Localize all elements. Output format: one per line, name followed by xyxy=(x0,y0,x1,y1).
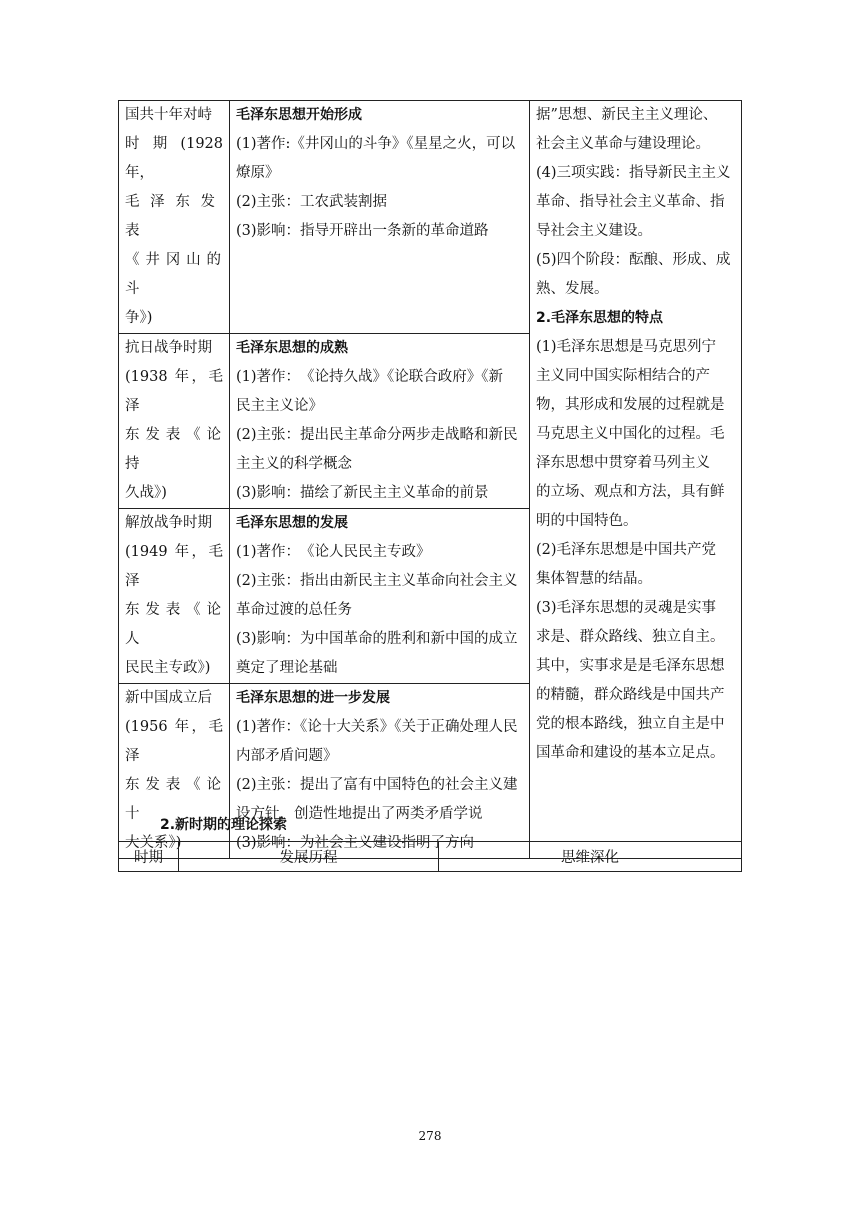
period-cell: 新中国成立后 (1956 年，毛泽 东发表《论十 大关系》) xyxy=(119,684,230,859)
column-header-deepening: 思维深化 xyxy=(439,842,742,872)
table-row xyxy=(119,101,742,334)
stage-cell: 毛泽东思想开始形成 (1)著作:《井冈山的斗争》《星星之火，可以 燎原》 (2)主张：工农武装割据 (3)影响：指导开辟出一条新的革命道路 xyxy=(230,101,530,334)
period-cell: 国共十年对峙 时期(1928 年， 毛泽东发表 《井冈山的斗 争》) xyxy=(119,101,230,334)
stage-title: 毛泽东思想的进一步发展 xyxy=(236,690,390,706)
stage-cell: 毛泽东思想的成熟 (1)著作： 《论持久战》《论联合政府》《新 民主主义论》 (2)主张：提出民主革命分两步走战略和新民 主主义的科学概念 (3)影响：描绘了新民主主义革命的前景 xyxy=(230,334,530,509)
stage-cell: 毛泽东思想的进一步发展 (1)著作：《论十大关系》《关于正确处理人民 内部矛盾问题》 (2)主张：提出了富有中国特色的社会主义建 设方针，创造性地提出了两类矛盾学说 (3)影响：为社会主义建设指明了方向 xyxy=(230,684,530,859)
characteristics-cell: 据”思想、新民主主义理论、 社会主义革命与建设理论。 (4)三项实践：指导新民主主义 革命、指导社会主义革命、指 导社会主义建设。 (5)四个阶段：酝酿、形成、成 熟、发展。 2.毛泽东思想的特点 (1)毛泽东思想是马克思列宁 主义同中国实际相结合的产 物，其形成和发展的过程就是 马克思主义中国化的过程。毛 泽东思想中贯穿着马列主义 的立场、观点和方法，具有鲜 明的中国特色。 (2)毛泽东思想是中国共产党 集体智慧的结晶。 (3)毛泽东思想的灵魂是实事 求是、群众路线、独立自主。 其中，实事求是是毛泽东思想 的精髓，群众路线是中国共产 党的根本路线，独立自主是中 国革命和建设的基本立足点。 xyxy=(530,101,742,859)
stage-cell: 毛泽东思想的发展 (1)著作： 《论人民民主专政》 (2)主张：指出由新民主主义革命向社会主义 革命过渡的总任务 (3)影响：为中国革命的胜利和新中国的成立 奠定了理论基础 xyxy=(230,509,530,684)
page-number: 278 xyxy=(418,1129,442,1143)
stage-title: 毛泽东思想开始形成 xyxy=(236,107,362,123)
characteristics-title: 2.毛泽东思想的特点 xyxy=(536,310,664,326)
new-period-table xyxy=(118,841,742,872)
column-header-development: 发展历程 xyxy=(179,842,439,872)
column-header-period: 时期 xyxy=(119,842,179,872)
section-heading: 2.新时期的理论探索 xyxy=(160,817,288,833)
stage-title: 毛泽东思想的发展 xyxy=(236,515,348,531)
period-cell: 解放战争时期 (1949 年，毛泽 东发表《论人 民民主专政》) xyxy=(119,509,230,684)
stage-title: 毛泽东思想的成熟 xyxy=(236,340,348,356)
table-header-row xyxy=(119,842,742,872)
mao-thought-table xyxy=(118,100,742,859)
period-cell: 抗日战争时期 (1938 年，毛泽 东发表《论持 久战》) xyxy=(119,334,230,509)
